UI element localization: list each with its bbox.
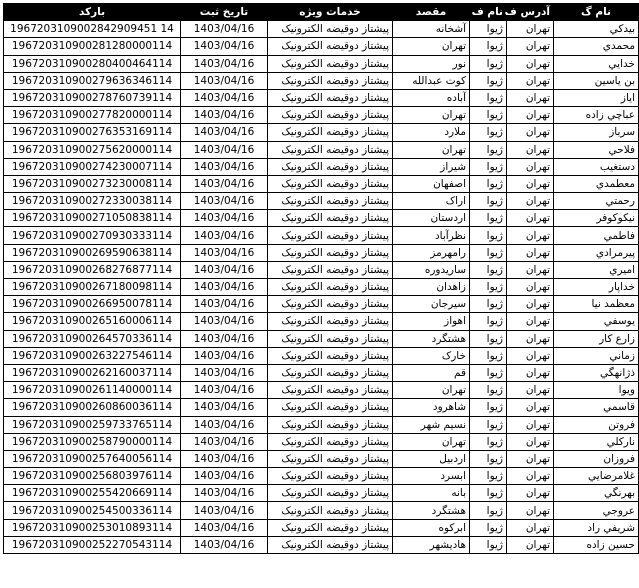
cell-service: پیشتاز دوقیضه الکترونیک (268, 468, 393, 485)
cell-fname: ژيوا (470, 364, 507, 381)
cell-fname: ژيوا (470, 55, 507, 72)
table-row (4, 107, 639, 124)
cell-fname: ژيوا (470, 107, 507, 124)
cell-service: پیشتاز دوقیضه الکترونیک (268, 536, 393, 553)
cell-address: تهران (507, 433, 554, 450)
cell-destination: اراک (393, 193, 470, 210)
cell-name: شريفي راد (554, 519, 639, 536)
table-row (4, 124, 639, 141)
table-row (4, 38, 639, 55)
header-destination: مقصد (393, 4, 470, 21)
cell-date: 1403/04/16 (181, 347, 268, 364)
cell-barcode: 196720310900256803976114 (4, 468, 181, 485)
cell-date: 1403/04/16 (181, 450, 268, 467)
cell-name: نيكوكوفر (554, 210, 639, 227)
cell-date: 1403/04/16 (181, 330, 268, 347)
cell-barcode: 196720310900275620000114 (4, 141, 181, 158)
cell-name: حسين زاده (554, 536, 639, 553)
cell-address: تهران (507, 141, 554, 158)
table-row (4, 382, 639, 399)
table-row (4, 55, 639, 72)
cell-barcode: 196720310900268276877114 (4, 261, 181, 278)
cell-name: اياز (554, 89, 639, 106)
cell-service: پیشتاز دوقیضه الکترونیک (268, 227, 393, 244)
cell-barcode: 196720310900274230007114 (4, 158, 181, 175)
cell-destination: هشتگرد (393, 330, 470, 347)
cell-address: تهران (507, 330, 554, 347)
cell-destination: تهران (393, 382, 470, 399)
cell-destination: سيرجان (393, 296, 470, 313)
cell-date: 1403/04/16 (181, 519, 268, 536)
cell-destination: تهران (393, 107, 470, 124)
table-row (4, 416, 639, 433)
cell-fname: ژيوا (470, 227, 507, 244)
cell-name: قاسمي (554, 399, 639, 416)
header-barcode: بارکد (4, 4, 181, 21)
cell-name: بهرنگي (554, 485, 639, 502)
cell-destination: هاديشهر (393, 536, 470, 553)
cell-date: 1403/04/16 (181, 468, 268, 485)
cell-name: پيرمرادي (554, 244, 639, 261)
cell-barcode: 196720310900259733765114 (4, 416, 181, 433)
cell-destination: اهواز (393, 313, 470, 330)
cell-name: بيدكي (554, 21, 639, 38)
cell-service: پیشتاز دوقیضه الکترونیک (268, 124, 393, 141)
cell-date: 1403/04/16 (181, 124, 268, 141)
cell-barcode: 196720310900265160006114 (4, 313, 181, 330)
cell-destination: شيراز (393, 158, 470, 175)
cell-date: 1403/04/16 (181, 382, 268, 399)
cell-name: اميري (554, 261, 639, 278)
cell-address: تهران (507, 296, 554, 313)
cell-service: پیشتاز دوقیضه الکترونیک (268, 330, 393, 347)
cell-barcode: 196720310900261140000114 (4, 382, 181, 399)
table-row (4, 502, 639, 519)
cell-name: بن ياسين (554, 72, 639, 89)
cell-address: تهران (507, 519, 554, 536)
table-row (4, 536, 639, 553)
cell-destination: اردستان (393, 210, 470, 227)
cell-fname: ژيوا (470, 158, 507, 175)
cell-service: پیشتاز دوقیضه الکترونیک (268, 347, 393, 364)
cell-address: تهران (507, 399, 554, 416)
cell-fname: ژيوا (470, 38, 507, 55)
cell-fname: ژيوا (470, 468, 507, 485)
cell-date: 1403/04/16 (181, 244, 268, 261)
cell-service: پیشتاز دوقیضه الکترونیک (268, 193, 393, 210)
cell-destination: شاهرود (393, 399, 470, 416)
cell-destination: تهران (393, 141, 470, 158)
cell-destination: ساريدوره (393, 261, 470, 278)
cell-address: تهران (507, 244, 554, 261)
header-service: خدمات ویژه (268, 4, 393, 21)
cell-name: معطمدي (554, 175, 639, 192)
cell-destination: آباده (393, 89, 470, 106)
cell-service: پیشتاز دوقیضه الکترونیک (268, 72, 393, 89)
cell-name: ناركلي (554, 433, 639, 450)
cell-address: تهران (507, 193, 554, 210)
cell-name: غلامرضايي (554, 468, 639, 485)
cell-address: تهران (507, 55, 554, 72)
cell-fname: ژيوا (470, 175, 507, 192)
cell-fname: ژيوا (470, 124, 507, 141)
cell-fname: ژيوا (470, 296, 507, 313)
cell-fname: ژيوا (470, 261, 507, 278)
cell-service: پیشتاز دوقیضه الکترونیک (268, 175, 393, 192)
cell-fname: ژيوا (470, 399, 507, 416)
cell-fname: ژيوا (470, 141, 507, 158)
table-row (4, 72, 639, 89)
table-row (4, 313, 639, 330)
cell-name: يوسفي (554, 313, 639, 330)
cell-barcode: 196720310900278760739114 (4, 89, 181, 106)
table-row (4, 399, 639, 416)
cell-destination: اردبيل (393, 450, 470, 467)
cell-service: پیشتاز دوقیضه الکترونیک (268, 279, 393, 296)
cell-name: محمدي (554, 38, 639, 55)
cell-fname: ژيوا (470, 519, 507, 536)
table-row (4, 261, 639, 278)
shipment-table (3, 3, 639, 554)
cell-service: پیشتاز دوقیضه الکترونیک (268, 364, 393, 381)
cell-name: عباچي زاده (554, 107, 639, 124)
table-row (4, 193, 639, 210)
table-row (4, 244, 639, 261)
cell-address: تهران (507, 38, 554, 55)
cell-name: زماني (554, 347, 639, 364)
cell-date: 1403/04/16 (181, 38, 268, 55)
cell-date: 1403/04/16 (181, 485, 268, 502)
cell-destination: ابركوه (393, 519, 470, 536)
cell-barcode: 1967203109002842909451 14 (4, 21, 181, 38)
cell-service: پیشتاز دوقیضه الکترونیک (268, 502, 393, 519)
cell-date: 1403/04/16 (181, 55, 268, 72)
table-row (4, 330, 639, 347)
cell-date: 1403/04/16 (181, 279, 268, 296)
cell-address: تهران (507, 382, 554, 399)
cell-barcode: 196720310900257640056114 (4, 450, 181, 467)
cell-barcode: 196720310900263227546114 (4, 347, 181, 364)
cell-barcode: 196720310900262160037114 (4, 364, 181, 381)
cell-fname: ژيوا (470, 244, 507, 261)
cell-service: پیشتاز دوقیضه الکترونیک (268, 21, 393, 38)
cell-name: زارع كار (554, 330, 639, 347)
cell-address: تهران (507, 210, 554, 227)
cell-service: پیشتاز دوقیضه الکترونیک (268, 296, 393, 313)
cell-fname: ژيوا (470, 536, 507, 553)
cell-date: 1403/04/16 (181, 193, 268, 210)
cell-fname: ژيوا (470, 21, 507, 38)
cell-service: پیشتاز دوقیضه الکترونیک (268, 382, 393, 399)
cell-address: تهران (507, 502, 554, 519)
table-row (4, 21, 639, 38)
cell-barcode: 196720310900280400464114 (4, 55, 181, 72)
cell-name: فاطمي (554, 227, 639, 244)
cell-barcode: 196720310900252270543114 (4, 536, 181, 553)
table-row (4, 468, 639, 485)
cell-service: پیشتاز دوقیضه الکترونیک (268, 261, 393, 278)
cell-date: 1403/04/16 (181, 141, 268, 158)
cell-barcode: 196720310900258790000114 (4, 433, 181, 450)
cell-fname: ژيوا (470, 89, 507, 106)
table-header-row (4, 4, 639, 21)
table-row (4, 296, 639, 313)
cell-barcode: 196720310900260860036114 (4, 399, 181, 416)
cell-address: تهران (507, 485, 554, 502)
cell-fname: ژيوا (470, 502, 507, 519)
cell-date: 1403/04/16 (181, 313, 268, 330)
cell-fname: ژيوا (470, 382, 507, 399)
cell-date: 1403/04/16 (181, 261, 268, 278)
cell-destination: بانه (393, 485, 470, 502)
cell-fname: ژيوا (470, 347, 507, 364)
cell-service: پیشتاز دوقیضه الکترونیک (268, 399, 393, 416)
table-row (4, 485, 639, 502)
cell-address: تهران (507, 364, 554, 381)
cell-barcode: 196720310900255420669114 (4, 485, 181, 502)
cell-barcode: 196720310900273230008114 (4, 175, 181, 192)
cell-service: پیشتاز دوقیضه الکترونیک (268, 107, 393, 124)
cell-address: تهران (507, 313, 554, 330)
cell-service: پیشتاز دوقیضه الکترونیک (268, 244, 393, 261)
cell-barcode: 196720310900276353169114 (4, 124, 181, 141)
cell-address: تهران (507, 21, 554, 38)
cell-barcode: 196720310900254500336114 (4, 502, 181, 519)
table-row (4, 364, 639, 381)
cell-address: تهران (507, 107, 554, 124)
cell-destination: قم (393, 364, 470, 381)
cell-service: پیشتاز دوقیضه الکترونیک (268, 141, 393, 158)
table-row (4, 158, 639, 175)
cell-address: تهران (507, 124, 554, 141)
cell-date: 1403/04/16 (181, 364, 268, 381)
table-row (4, 141, 639, 158)
cell-destination: نظرآباد (393, 227, 470, 244)
cell-address: تهران (507, 450, 554, 467)
cell-service: پیشتاز دوقیضه الکترونیک (268, 433, 393, 450)
cell-date: 1403/04/16 (181, 433, 268, 450)
cell-fname: ژيوا (470, 72, 507, 89)
cell-barcode: 196720310900271050838114 (4, 210, 181, 227)
cell-date: 1403/04/16 (181, 227, 268, 244)
cell-date: 1403/04/16 (181, 72, 268, 89)
table-row (4, 210, 639, 227)
cell-date: 1403/04/16 (181, 89, 268, 106)
cell-destination: زاهدان (393, 279, 470, 296)
cell-name: فلاحي (554, 141, 639, 158)
cell-barcode: 196720310900281280000114 (4, 38, 181, 55)
cell-service: پیشتاز دوقیضه الکترونیک (268, 38, 393, 55)
cell-name: ذژانهگي (554, 364, 639, 381)
cell-fname: ژيوا (470, 193, 507, 210)
table-row (4, 450, 639, 467)
cell-destination: كوت عبدالله (393, 72, 470, 89)
table-row (4, 519, 639, 536)
cell-destination: ملارد (393, 124, 470, 141)
table-row (4, 175, 639, 192)
shipment-table-sheet (3, 3, 635, 554)
cell-service: پیشتاز دوقیضه الکترونیک (268, 450, 393, 467)
cell-address: تهران (507, 536, 554, 553)
header-date: تاریخ ثبت (181, 4, 268, 21)
cell-destination: هشتگرد (393, 502, 470, 519)
header-fname: نام ف (470, 4, 507, 21)
cell-destination: خارک (393, 347, 470, 364)
cell-fname: ژيوا (470, 210, 507, 227)
cell-date: 1403/04/16 (181, 296, 268, 313)
cell-name: دستغيب (554, 158, 639, 175)
cell-fname: ژيوا (470, 485, 507, 502)
cell-date: 1403/04/16 (181, 158, 268, 175)
cell-barcode: 196720310900277820000114 (4, 107, 181, 124)
cell-name: سرباز (554, 124, 639, 141)
cell-name: عروجي (554, 502, 639, 519)
cell-address: تهران (507, 158, 554, 175)
cell-name: خداپار (554, 279, 639, 296)
cell-date: 1403/04/16 (181, 399, 268, 416)
cell-fname: ژيوا (470, 433, 507, 450)
cell-destination: آشخانه (393, 21, 470, 38)
cell-fname: ژيوا (470, 313, 507, 330)
cell-fname: ژيوا (470, 279, 507, 296)
cell-barcode: 196720310900267180098114 (4, 279, 181, 296)
cell-service: پیشتاز دوقیضه الکترونیک (268, 55, 393, 72)
cell-date: 1403/04/16 (181, 536, 268, 553)
cell-barcode: 196720310900269590638114 (4, 244, 181, 261)
cell-destination: نسيم شهر (393, 416, 470, 433)
cell-name: فروزان (554, 450, 639, 467)
cell-destination: تهران (393, 38, 470, 55)
cell-barcode: 196720310900264570336114 (4, 330, 181, 347)
cell-address: تهران (507, 468, 554, 485)
table-row (4, 279, 639, 296)
cell-service: پیشتاز دوقیضه الکترونیک (268, 416, 393, 433)
table-row (4, 89, 639, 106)
cell-name: خدايي (554, 55, 639, 72)
cell-date: 1403/04/16 (181, 107, 268, 124)
cell-address: تهران (507, 227, 554, 244)
cell-address: تهران (507, 416, 554, 433)
cell-date: 1403/04/16 (181, 416, 268, 433)
cell-address: تهران (507, 279, 554, 296)
table-row (4, 347, 639, 364)
table-body (4, 21, 639, 554)
cell-address: تهران (507, 175, 554, 192)
cell-destination: رامهرمز (393, 244, 470, 261)
cell-address: تهران (507, 261, 554, 278)
cell-address: تهران (507, 72, 554, 89)
cell-name: ويوا (554, 382, 639, 399)
cell-barcode: 196720310900266950078114 (4, 296, 181, 313)
cell-destination: اصفهان (393, 175, 470, 192)
cell-service: پیشتاز دوقیضه الکترونیک (268, 89, 393, 106)
header-name: نام گ (554, 4, 639, 21)
cell-name: معظمد نيا (554, 296, 639, 313)
header-address: آدرس ف (507, 4, 554, 21)
cell-destination: تهران (393, 433, 470, 450)
cell-service: پیشتاز دوقیضه الکترونیک (268, 313, 393, 330)
cell-name: فروتن (554, 416, 639, 433)
cell-name: رحمتي (554, 193, 639, 210)
cell-fname: ژيوا (470, 330, 507, 347)
cell-barcode: 196720310900272330038114 (4, 193, 181, 210)
cell-date: 1403/04/16 (181, 21, 268, 38)
cell-service: پیشتاز دوقیضه الکترونیک (268, 210, 393, 227)
cell-fname: ژيوا (470, 450, 507, 467)
cell-address: تهران (507, 89, 554, 106)
cell-barcode: 196720310900270930333114 (4, 227, 181, 244)
cell-address: تهران (507, 347, 554, 364)
cell-date: 1403/04/16 (181, 502, 268, 519)
cell-destination: ابسرد (393, 468, 470, 485)
cell-barcode: 196720310900253010893114 (4, 519, 181, 536)
cell-date: 1403/04/16 (181, 210, 268, 227)
table-row (4, 433, 639, 450)
cell-destination: نور (393, 55, 470, 72)
table-row (4, 227, 639, 244)
cell-fname: ژيوا (470, 416, 507, 433)
cell-service: پیشتاز دوقیضه الکترونیک (268, 158, 393, 175)
cell-service: پیشتاز دوقیضه الکترونیک (268, 485, 393, 502)
cell-barcode: 196720310900279636346114 (4, 72, 181, 89)
cell-date: 1403/04/16 (181, 175, 268, 192)
cell-service: پیشتاز دوقیضه الکترونیک (268, 519, 393, 536)
